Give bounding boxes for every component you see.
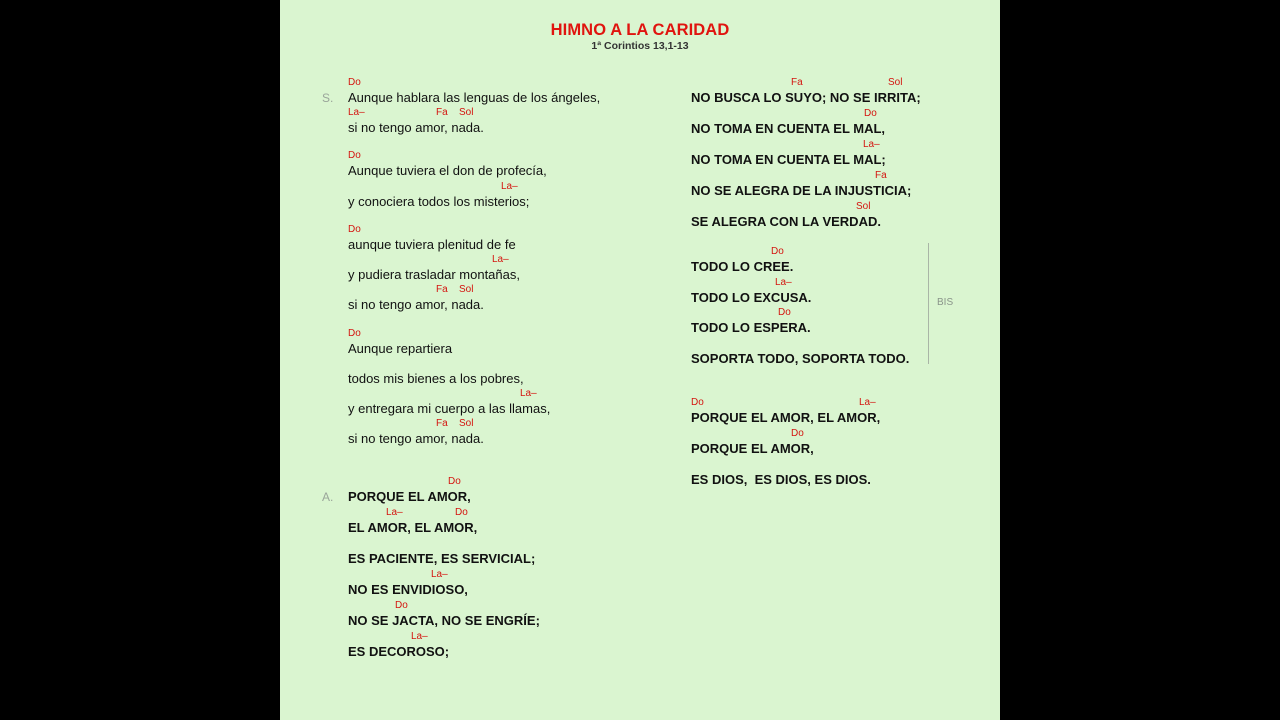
bis-label: BIS — [937, 297, 954, 308]
song-title: HIMNO A LA CARIDAD — [550, 21, 730, 39]
chord-label: La– — [775, 277, 792, 288]
chord-label: Sol — [856, 201, 871, 212]
chord-label: La– — [492, 254, 509, 265]
chord-label: La– — [431, 569, 448, 580]
chord-label: La– — [411, 631, 428, 642]
chord-label: Sol — [459, 107, 474, 118]
left-lyric-line: si no tengo amor, nada. — [348, 431, 484, 446]
chord-label: Fa — [436, 284, 448, 295]
right-lyric-line: NO BUSCA LO SUYO; NO SE IRRITA; — [691, 90, 921, 105]
left-lyric-line: y conociera todos los misterios; — [348, 194, 530, 209]
chord-label: La– — [863, 139, 880, 150]
scripture-reference: 1ª Corintios 13,1-13 — [591, 40, 689, 52]
left-lyric-line: si no tengo amor, nada. — [348, 120, 484, 135]
right-lyric-line: NO TOMA EN CUENTA EL MAL; — [691, 152, 886, 167]
chord-label: Do — [348, 77, 361, 88]
chord-label: Fa — [875, 170, 887, 181]
chord-label: Sol — [459, 284, 474, 295]
left-lyric-line: ES DECOROSO; — [348, 644, 450, 659]
chord-label: Sol — [888, 77, 903, 88]
chord-label: La– — [520, 388, 537, 399]
right-lyric-line: PORQUE EL AMOR, — [691, 441, 814, 456]
chord-label: La– — [348, 107, 365, 118]
right-lyric-line: PORQUE EL AMOR, EL AMOR, — [691, 410, 881, 425]
chord-label: Do — [691, 397, 704, 408]
left-lyric-line: Aunque hablara las lenguas de los ángeles, — [348, 90, 601, 105]
right-lyric-line: NO SE ALEGRA DE LA INJUSTICIA; — [691, 183, 912, 198]
right-lyric-line: SOPORTA TODO, SOPORTA TODO. — [691, 351, 910, 366]
right-lyric-line: ES DIOS, ES DIOS, ES DIOS. — [691, 472, 871, 487]
chord-label: Fa — [436, 107, 448, 118]
left-lyric-line: y entregara mi cuerpo a las llamas, — [348, 401, 551, 416]
chord-label: Do — [348, 224, 361, 235]
chord-label: La– — [859, 397, 876, 408]
chord-label: Fa — [791, 77, 803, 88]
bis-bracket — [928, 243, 929, 364]
right-lyric-line: NO TOMA EN CUENTA EL MAL, — [691, 121, 886, 136]
left-lyric-line: Aunque repartiera — [348, 341, 453, 356]
chord-label: Do — [771, 246, 784, 257]
chord-label: Do — [395, 600, 408, 611]
chord-label: Do — [778, 307, 791, 318]
left-lyric-line: aunque tuviera plenitud de fe — [348, 237, 516, 252]
chord-label: Do — [448, 476, 461, 487]
left-lyric-line: y pudiera trasladar montañas, — [348, 267, 520, 282]
left-lyric-line: todos mis bienes a los pobres, — [348, 371, 524, 386]
left-lyric-line: Aunque tuviera el don de profecía, — [348, 163, 547, 178]
left-lyric-line: NO SE JACTA, NO SE ENGRÍE; — [348, 613, 540, 628]
right-lyric-line: TODO LO CREE. — [691, 259, 794, 274]
chord-label: La– — [501, 181, 518, 192]
lyrics-sheet — [280, 0, 1000, 720]
solo-label: S. — [322, 91, 334, 105]
left-lyric-line: si no tengo amor, nada. — [348, 297, 484, 312]
left-lyric-line: ES PACIENTE, ES SERVICIAL; — [348, 551, 536, 566]
assembly-label: A. — [322, 490, 334, 504]
left-lyric-line: PORQUE EL AMOR, — [348, 489, 471, 504]
chord-label: Do — [455, 507, 468, 518]
chord-label: Do — [348, 150, 361, 161]
left-lyric-line: NO ES ENVIDIOSO, — [348, 582, 468, 597]
chord-label: Sol — [459, 418, 474, 429]
chord-label: Fa — [436, 418, 448, 429]
right-lyric-line: SE ALEGRA CON LA VERDAD. — [691, 214, 881, 229]
right-lyric-line: TODO LO EXCUSA. — [691, 290, 812, 305]
chord-label: La– — [386, 507, 403, 518]
chord-label: Do — [348, 328, 361, 339]
chord-label: Do — [864, 108, 877, 119]
chord-label: Do — [791, 428, 804, 439]
right-lyric-line: TODO LO ESPERA. — [691, 320, 811, 335]
left-lyric-line: EL AMOR, EL AMOR, — [348, 520, 478, 535]
